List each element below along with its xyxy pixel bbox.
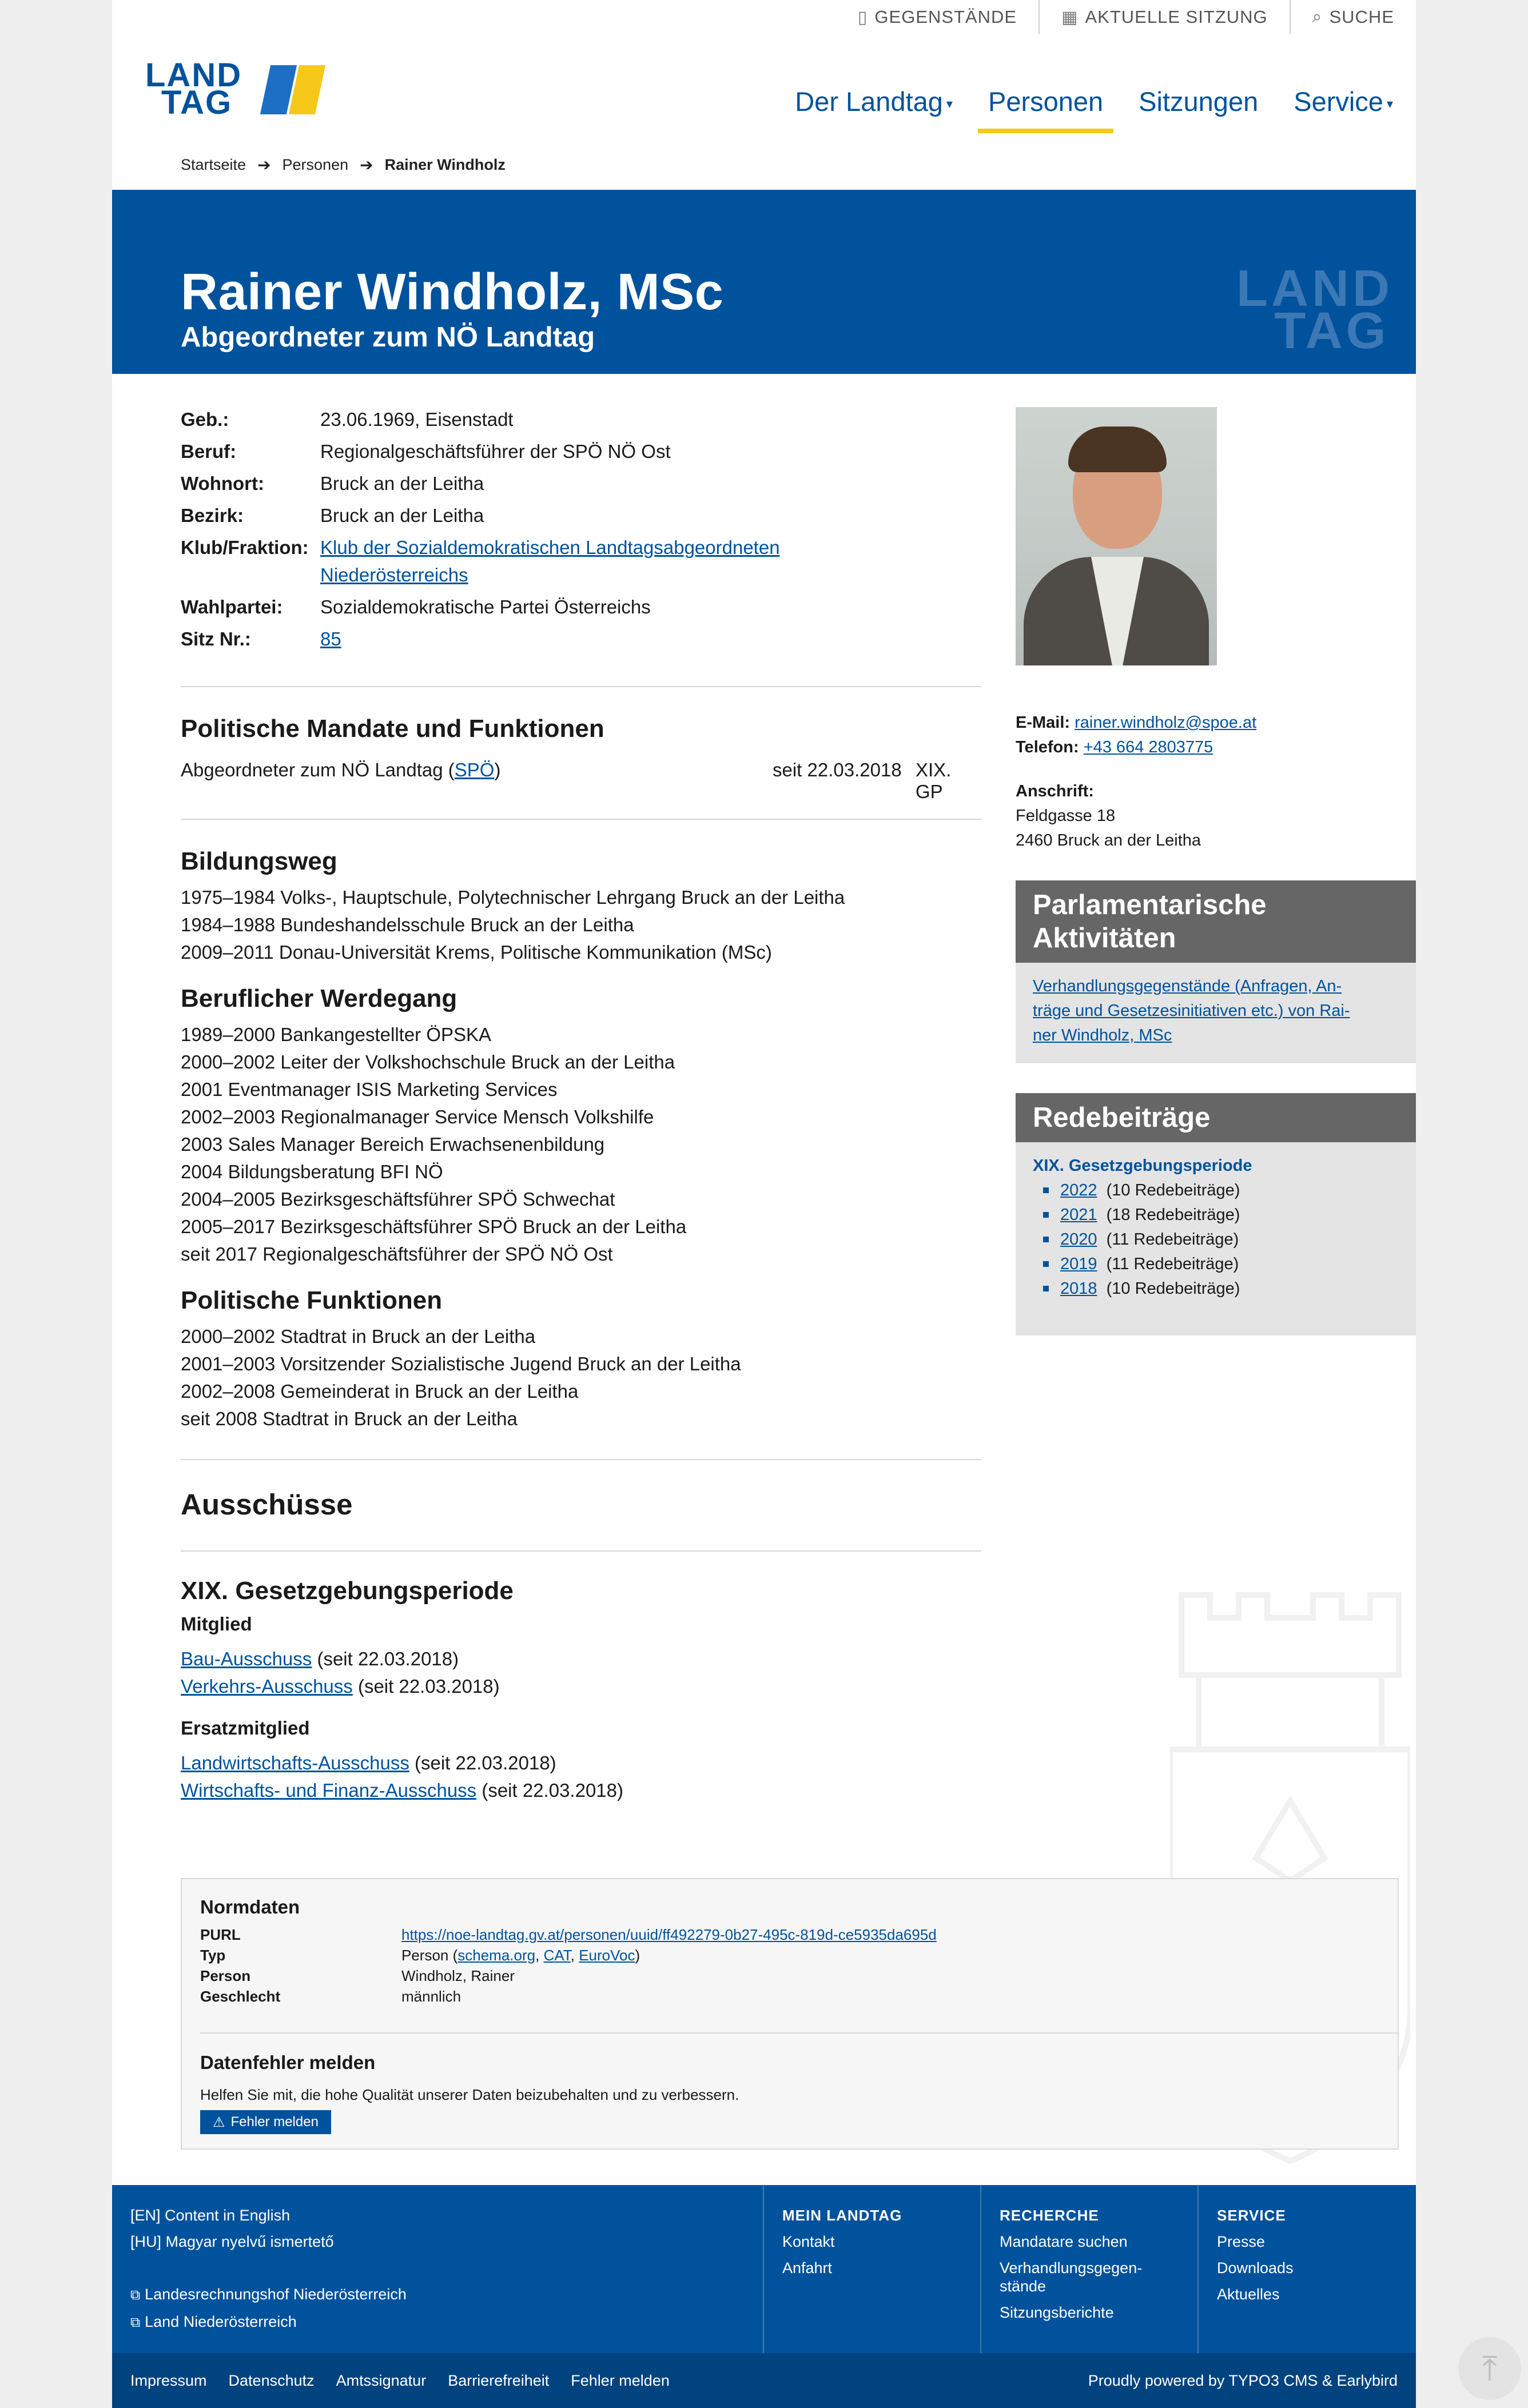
purl-label: PURL — [200, 1926, 241, 1943]
rede-year-link[interactable]: 2021 — [1060, 1206, 1097, 1224]
presse-link[interactable]: Presse — [1217, 2233, 1266, 2250]
verhandlungsgegenstaende-link-line3[interactable]: ner Windholz, MSc — [1033, 1026, 1172, 1044]
hungarian-link[interactable]: [HU] Magyar nyelvű ismertető — [130, 2233, 334, 2250]
rede-count: (18 Redebeiträge) — [1106, 1206, 1240, 1224]
parlamentarische-aktivitaeten-box — [1016, 880, 1416, 1063]
fact-value: 23.06.1969, Eisenstadt — [320, 409, 514, 430]
list-item: 1989–2000 Bankangestellter ÖPSKA — [181, 1024, 492, 1045]
breadcrumb-personen[interactable]: Personen — [282, 156, 349, 173]
mandate-row — [181, 759, 981, 802]
list-item — [1033, 1203, 1399, 1227]
list-item: seit 2008 Stadtrat in Bruck an der Leitha — [181, 1408, 518, 1429]
watermark-line1: LAND — [1236, 260, 1393, 317]
klub-link[interactable] — [320, 534, 981, 589]
typ-text-end: ) — [635, 1947, 640, 1964]
mandate-since: seit 22.03.2018 — [773, 759, 902, 780]
email-label: E-Mail: — [1016, 713, 1071, 732]
portrait-photo — [1016, 407, 1217, 665]
fact-wohnort — [181, 470, 981, 497]
mandate-heading: Politische Mandate und Funktionen — [181, 715, 604, 743]
schema-org-link[interactable]: schema.org — [457, 1947, 536, 1964]
external-link-icon: ⧉ — [130, 2315, 141, 2330]
divider — [181, 686, 981, 687]
fact-label: Sitz Nr.: — [181, 628, 251, 649]
nav-personen[interactable] — [988, 86, 1103, 130]
list-item: 2004–2005 Bezirksgeschäftsführer SPÖ Schwechat — [181, 1189, 615, 1210]
mitglied-list — [181, 1645, 500, 1700]
normdaten-heading: Normdaten — [200, 1896, 300, 1917]
fact-wahlpartei — [181, 593, 981, 621]
rede-box-heading: Redebeiträge — [1016, 1093, 1416, 1142]
rede-year-link[interactable]: 2020 — [1060, 1230, 1097, 1249]
ausschuss-link[interactable]: Wirtschafts- und Finanz-Ausschuss — [181, 1780, 477, 1801]
fact-label: Beruf: — [181, 441, 237, 462]
anfahrt-link[interactable]: Anfahrt — [782, 2259, 833, 2277]
fact-value: Bruck an der Leitha — [320, 473, 484, 494]
sitz-link[interactable]: 85 — [320, 628, 341, 649]
list-item — [181, 1645, 500, 1673]
list-item: 2000–2002 Stadtrat in Bruck an der Leitha — [181, 1326, 536, 1347]
footer-col-title: RECHERCHE — [1000, 2207, 1099, 2224]
ausschuss-link[interactable]: Verkehrs-Ausschuss — [181, 1676, 353, 1697]
fact-value: Sozialdemokratische Partei Österreichs — [320, 596, 651, 617]
fact-label: Wohnort: — [181, 473, 265, 494]
rede-year-link[interactable]: 2019 — [1060, 1255, 1097, 1273]
footer-link-line2: stände — [1000, 2278, 1046, 2295]
klub-link-line1[interactable]: Klub der Sozialdemokratischen Landtagsabgeordneten — [320, 537, 780, 558]
impressum-link[interactable]: Impressum — [130, 2372, 207, 2389]
footer-col-service — [1197, 2185, 1416, 2353]
warning-icon: ⚠ — [213, 2114, 225, 2130]
list-item — [181, 1777, 623, 1804]
legal-links — [130, 2372, 691, 2390]
fehler-melden-link[interactable]: Fehler melden — [571, 2372, 670, 2389]
profile-facts — [181, 406, 981, 657]
footer-col-mein-landtag — [763, 2185, 981, 2353]
powered-by: Proudly powered by TYPO3 CMS & Earlybird — [1088, 2372, 1398, 2389]
typ-label: Typ — [200, 1947, 226, 1964]
ausschuss-since: (seit 22.03.2018) — [352, 1676, 500, 1697]
caret-down-icon: ▾ — [946, 96, 953, 111]
fact-beruf — [181, 438, 981, 465]
ausschuss-link[interactable]: Landwirtschafts-Ausschuss — [181, 1752, 409, 1773]
mandate-text-end: ) — [494, 759, 501, 780]
verhandlungsgegenstaende-link-line1[interactable]: Verhandlungsgegenstände (Anfragen, An- — [1033, 977, 1342, 995]
rechnungshof-link[interactable] — [130, 2281, 407, 2309]
page-subtitle: Abgeordneter zum NÖ Landtag — [181, 322, 595, 353]
breadcrumb — [181, 156, 506, 174]
divider — [200, 2032, 1398, 2034]
nav-label: Sitzungen — [1139, 86, 1259, 117]
footer-link-line1: Verhandlungsgegen- — [1000, 2259, 1143, 2277]
logo-text — [145, 57, 242, 121]
rede-year-link[interactable]: 2022 — [1060, 1181, 1097, 1199]
purl-row — [200, 1926, 937, 1944]
list-item: 2000–2002 Leiter der Volkshochschule Bruck an der Leitha — [181, 1051, 675, 1073]
address-label: Anschrift: — [1016, 782, 1094, 800]
datenfehler-text: Helfen Sie mit, die hohe Qualität unserer Daten beizubehalten und zu verbessern. — [200, 2086, 739, 2103]
ausschuss-since: (seit 22.03.2018) — [409, 1752, 556, 1773]
landtag-watermark — [1236, 260, 1393, 360]
footer — [112, 2185, 1416, 2353]
utility-bar — [836, 0, 1416, 34]
fact-label: Klub/Fraktion: — [181, 537, 309, 558]
email-link[interactable]: rainer.windholz@spoe.at — [1075, 713, 1257, 732]
cat-link[interactable]: CAT — [543, 1947, 571, 1964]
gender-value: männlich — [401, 1988, 461, 2005]
footer-links-left — [130, 2202, 407, 2336]
phone-row — [1016, 735, 1256, 760]
mandate-text: Abgeordneter zum NÖ Landtag ( — [181, 759, 455, 780]
fact-klub — [181, 534, 981, 589]
suche-label: SUCHE — [1329, 7, 1394, 27]
ersatz-list — [181, 1749, 623, 1804]
list-item: 2004 Bildungsberatung BFI NÖ — [181, 1161, 443, 1182]
document-icon: ▯ — [857, 7, 868, 27]
phone-label: Telefon: — [1016, 738, 1079, 756]
typ-text: Person ( — [401, 1947, 458, 1964]
aktuelles-link[interactable]: Aktuelles — [1217, 2286, 1280, 2303]
hero-banner — [112, 190, 1416, 374]
kontakt-link[interactable]: Kontakt — [782, 2233, 835, 2250]
search-icon: ⌕ — [1312, 7, 1323, 26]
fact-bezirk — [181, 502, 981, 529]
person-value: Windholz, Rainer — [401, 1967, 515, 1984]
beruf-list — [181, 1021, 686, 1268]
land-noe-link[interactable] — [130, 2309, 407, 2336]
verhandlungsgegenstaende-footer-link[interactable] — [1000, 2259, 1180, 2295]
list-item: seit 2017 Regionalgeschäftsführer der SPÖ NÖ Ost — [181, 1243, 613, 1265]
suche-link[interactable] — [1290, 0, 1416, 34]
fact-geb — [181, 406, 981, 433]
list-item: 2005–2017 Bezirksgeschäftsführer SPÖ Bruck an der Leitha — [181, 1216, 687, 1237]
purl-link[interactable]: https://noe-landtag.gv.at/personen/uuid/ff492279-0b27-495c-819d-ce5935da695d — [401, 1926, 937, 1943]
external-link-icon: ⧉ — [130, 2287, 141, 2303]
arrow-right-icon: ➔ — [257, 156, 271, 174]
mandatare-suchen-link[interactable]: Mandatare suchen — [1000, 2233, 1128, 2250]
footer-bottom-bar — [112, 2353, 1416, 2408]
amtssignatur-link[interactable]: Amtssignatur — [336, 2372, 427, 2389]
phone-link[interactable]: +43 664 2803775 — [1083, 738, 1213, 756]
beruf-heading: Beruflicher Werdegang — [181, 984, 457, 1012]
logo-flag-icon — [260, 65, 325, 114]
fact-label: Bezirk: — [181, 505, 244, 526]
list-item — [181, 1749, 623, 1777]
page-title: Rainer Windholz, MSc — [181, 264, 724, 321]
normdaten-panel — [181, 1878, 1399, 2150]
klub-link-line2[interactable]: Niederösterreichs — [320, 564, 468, 585]
mandate-gp: XIX. GP — [916, 759, 952, 802]
list-item: 2003 Sales Manager Bereich Erwachsenenbildung — [181, 1134, 605, 1155]
gegenstaende-link[interactable] — [836, 0, 1038, 34]
list-item: 2002–2008 Gemeinderat in Bruck an der Leitha — [181, 1381, 579, 1402]
rechnungshof-label: Landesrechnungshof Niederösterreich — [145, 2286, 407, 2303]
bildung-list — [181, 884, 845, 966]
nav-service[interactable] — [1294, 86, 1393, 130]
polit-list — [181, 1323, 741, 1433]
rede-count: (11 Redebeiträge) — [1106, 1230, 1239, 1249]
nav-label: Personen — [988, 86, 1104, 117]
contact-info — [1016, 711, 1256, 760]
fehler-melden-label: Fehler melden — [230, 2114, 319, 2130]
watermark-line2: TAG — [1274, 302, 1390, 360]
nav-label: Service — [1294, 86, 1383, 117]
list-item: 1984–1988 Bundeshandelsschule Bruck an der Leitha — [181, 914, 634, 935]
bildung-heading: Bildungsweg — [181, 847, 337, 875]
rede-period: XIX. Gesetzgebungsperiode — [1033, 1157, 1252, 1175]
address-street: Feldgasse 18 — [1016, 807, 1116, 825]
list-item: 2002–2003 Regionalmanager Service Mensch Volkshilfe — [181, 1106, 654, 1127]
address-city: 2460 Bruck an der Leitha — [1016, 831, 1201, 850]
list-item: 2009–2011 Donau-Universität Krems, Politische Kommunikation (MSc) — [181, 942, 772, 963]
fact-value: Bruck an der Leitha — [320, 505, 484, 526]
gender-label: Geschlecht — [200, 1988, 281, 2005]
footer-col-title: SERVICE — [1217, 2207, 1286, 2224]
list-item: 2001–2003 Vorsitzender Sozialistische Jugend Bruck an der Leitha — [181, 1353, 741, 1374]
party-link[interactable]: SPÖ — [454, 759, 495, 780]
list-item — [181, 1673, 500, 1700]
verhandlungsgegenstaende-link-line2[interactable]: träge und Gesetzesinitiativen etc.) von Rai- — [1033, 1002, 1350, 1020]
sitzung-label: AKTUELLE SITZUNG — [1085, 7, 1268, 27]
eurovoc-link[interactable]: EuroVoc — [579, 1947, 635, 1964]
mitglied-label: Mitglied — [181, 1613, 252, 1634]
list-item: 2001 Eventmanager ISIS Marketing Services — [181, 1079, 558, 1100]
barrierefreiheit-link[interactable]: Barrierefreiheit — [448, 2372, 550, 2389]
ausschuesse-heading: Ausschüsse — [181, 1488, 353, 1521]
arrow-right-icon: ➔ — [360, 156, 373, 174]
ersatz-label: Ersatzmitglied — [181, 1717, 310, 1739]
person-label: Person — [200, 1967, 251, 1984]
breadcrumb-current: Rainer Windholz — [384, 156, 506, 173]
nav-der-landtag[interactable] — [795, 86, 953, 130]
datenfehler-heading: Datenfehler melden — [200, 2052, 376, 2073]
calendar-icon: ▦ — [1061, 7, 1079, 27]
divider — [181, 1459, 981, 1460]
logo-line1: LAND — [145, 57, 242, 94]
parl-box-body — [1016, 963, 1416, 1065]
fact-sitz — [181, 625, 981, 653]
page — [112, 0, 1416, 2408]
divider — [181, 1550, 981, 1552]
ausschuesse-period: XIX. Gesetzgebungsperiode — [181, 1577, 514, 1605]
nav-sitzungen[interactable] — [1139, 86, 1258, 130]
rede-year-link[interactable]: 2018 — [1060, 1279, 1097, 1298]
landtag-logo[interactable] — [145, 57, 323, 121]
logo-line2: TAG — [161, 84, 233, 121]
divider — [181, 819, 981, 820]
datenschutz-link[interactable]: Datenschutz — [228, 2372, 315, 2389]
footer-col-recherche — [980, 2185, 1199, 2353]
fact-label: Wahlpartei: — [181, 596, 283, 617]
gegenstaende-label: GEGENSTÄNDE — [874, 7, 1017, 27]
address — [1016, 779, 1201, 853]
person-row — [200, 1967, 515, 1985]
rede-count: (10 Redebeiträge) — [1106, 1181, 1240, 1199]
ausschuss-since: (seit 22.03.2018) — [476, 1780, 624, 1801]
polit-heading: Politische Funktionen — [181, 1286, 443, 1314]
list-item — [1033, 1227, 1399, 1252]
back-to-top-icon[interactable]: ⤒ — [1458, 2337, 1521, 2400]
email-row — [1016, 711, 1256, 735]
redebeitraege-box — [1016, 1093, 1416, 1335]
typ-row: Typ Person (schema.org, CAT, EuroVoc) — [200, 1947, 640, 1964]
ausschuss-link[interactable]: Bau-Ausschuss — [181, 1648, 312, 1669]
land-noe-label: Land Niederösterreich — [145, 2313, 297, 2330]
list-item — [1033, 1178, 1399, 1203]
list-item: 1975–1984 Volks-, Hauptschule, Polytechnischer Lehrgang Bruck an der Leitha — [181, 887, 845, 908]
breadcrumb-home[interactable]: Startseite — [181, 156, 246, 173]
english-link[interactable]: [EN] Content in English — [130, 2207, 291, 2224]
rede-list — [1033, 1178, 1399, 1301]
ausschuss-since: (seit 22.03.2018) — [312, 1648, 459, 1669]
nav-label: Der Landtag — [795, 86, 943, 117]
parl-box-heading: Parlamentarische Aktivitäten — [1016, 880, 1416, 963]
fact-label: Geb.: — [181, 409, 229, 430]
fehler-melden-button[interactable] — [200, 2110, 331, 2134]
aktuelle-sitzung-link[interactable] — [1038, 0, 1290, 34]
list-item — [1033, 1277, 1399, 1301]
fact-value: Regionalgeschäftsführer der SPÖ NÖ Ost — [320, 441, 671, 462]
downloads-link[interactable]: Downloads — [1217, 2259, 1294, 2277]
rede-box-body — [1016, 1142, 1416, 1318]
gender-row — [200, 1988, 461, 2006]
footer-col-title: MEIN LANDTAG — [782, 2207, 902, 2224]
rede-count: (11 Redebeiträge) — [1106, 1255, 1239, 1273]
rede-count: (10 Redebeiträge) — [1106, 1279, 1240, 1298]
caret-down-icon: ▾ — [1386, 96, 1393, 111]
main-nav — [759, 86, 1393, 130]
sitzungsberichte-link[interactable]: Sitzungsberichte — [1000, 2304, 1114, 2321]
list-item — [1033, 1252, 1399, 1277]
